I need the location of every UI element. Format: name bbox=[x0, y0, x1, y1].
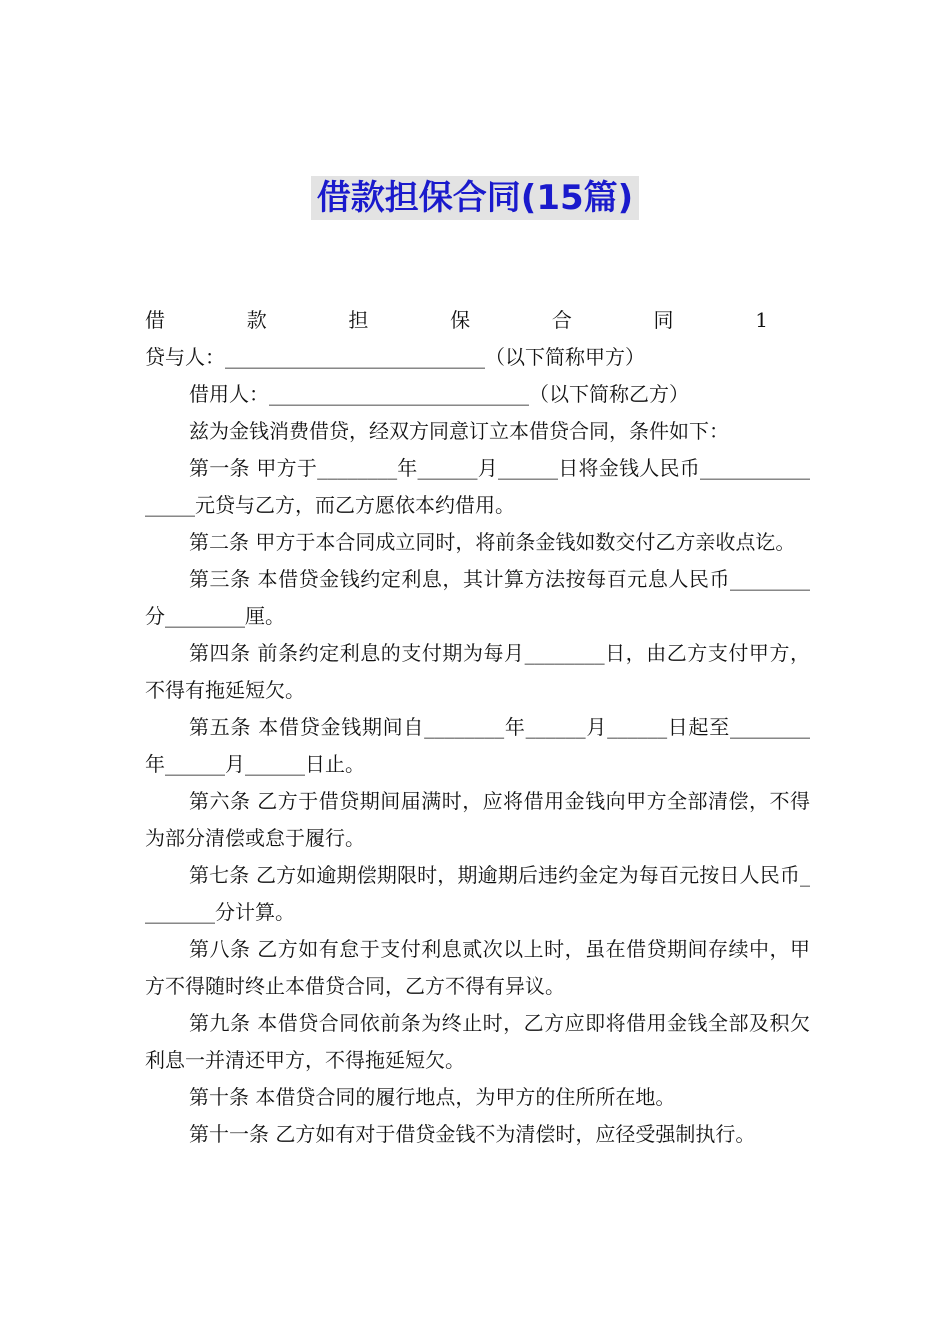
paragraph-article-6: 第六条 乙方于借贷期间届满时，应将借用金钱向甲方全部清偿，不得为部分清偿或怠于履行。 bbox=[145, 789, 810, 850]
paragraph-article-2: 第二条 甲方于本合同成立同时，将前条金钱如数交付乙方亲收点讫。 bbox=[189, 530, 796, 554]
lender-line: 贷与人：__________________________（以下简称甲方） bbox=[145, 345, 645, 369]
paragraph-article-8: 第八条 乙方如有怠于支付利息贰次以上时，虽在借贷期间存续中，甲方不得随时终止本借贷合同，乙方不得有异议。 bbox=[145, 937, 810, 998]
title-wrap bbox=[0, 176, 950, 220]
paragraph-article-7: 第七条 乙方如逾期偿期限时，期逾期后违约金定为每百元按日人民币________分计算。 bbox=[145, 863, 810, 924]
paragraph-borrower: 借用人：__________________________（以下简称乙方） bbox=[189, 382, 689, 406]
paragraph-article-10: 第十条 本借贷合同的履行地点，为甲方的住所所在地。 bbox=[189, 1085, 676, 1109]
paragraph-article-5: 第五条 本借贷金钱期间自________年______月______日起至________年______月______日止。 bbox=[145, 715, 810, 776]
paragraph-intro-lender bbox=[145, 302, 810, 376]
paragraph-article-3: 第三条 本借贷金钱约定利息，其计算方法按每百元息人民币________分________厘。 bbox=[145, 567, 810, 628]
paragraph-article-11: 第十一条 乙方如有对于借贷金钱不为清偿时，应径受强制执行。 bbox=[189, 1122, 756, 1146]
document-body bbox=[145, 302, 810, 1153]
paragraph-article-9: 第九条 本借贷合同依前条为终止时，乙方应即将借用金钱全部及积欠利息一并清还甲方，不得拖延短欠。 bbox=[145, 1011, 810, 1072]
paragraph-preamble: 兹为金钱消费借贷，经双方同意订立本借贷合同，条件如下： bbox=[189, 419, 729, 443]
paragraph-article-1: 第一条 甲方于________年______月______日将金钱人民币________________元贷与乙方，而乙方愿依本约借用。 bbox=[145, 456, 810, 517]
contract-heading: 借款担保合同1 bbox=[145, 308, 768, 332]
paragraph-article-4: 第四条 前条约定利息的支付期为每月________日，由乙方支付甲方，不得有拖延短欠。 bbox=[145, 641, 810, 702]
document-title: 借款担保合同(15篇) bbox=[311, 176, 639, 220]
